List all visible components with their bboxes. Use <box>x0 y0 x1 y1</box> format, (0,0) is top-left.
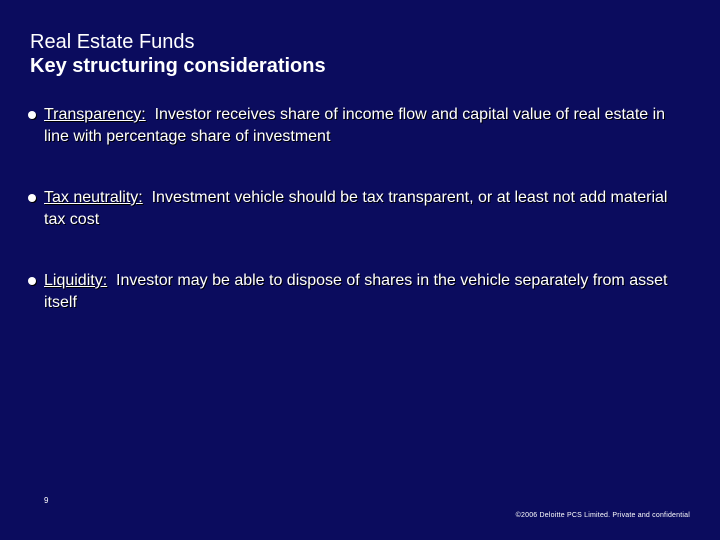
page-number: 9 <box>44 496 49 505</box>
bullet-term: Tax neutrality: <box>44 189 143 206</box>
bullet-term: Liquidity: <box>44 272 108 289</box>
bullet-text: Investor may be able to dispose of shares in the vehicle separately from asset itself <box>44 272 668 311</box>
title-line-1: Real Estate Funds <box>30 31 195 53</box>
slide-title <box>30 30 326 78</box>
bullet-term: Transparency: <box>44 106 146 123</box>
footer-copyright: ©2006 Deloitte PCS Limited. Private and confidential <box>515 512 690 519</box>
bullet-dot-icon <box>28 194 36 202</box>
bullet-dot-icon <box>28 111 36 119</box>
bullet-item <box>28 187 688 231</box>
bullet-text: Investment vehicle should be tax transparent, or at least not add material tax cost <box>44 189 668 228</box>
bullet-dot-icon <box>28 277 36 285</box>
title-line-2: Key structuring considerations <box>30 55 326 77</box>
bullet-item <box>28 104 688 148</box>
bullet-item <box>28 270 688 314</box>
bullet-text: Investor receives share of income flow and capital value of real estate in line with percentage share of investment <box>44 106 666 145</box>
